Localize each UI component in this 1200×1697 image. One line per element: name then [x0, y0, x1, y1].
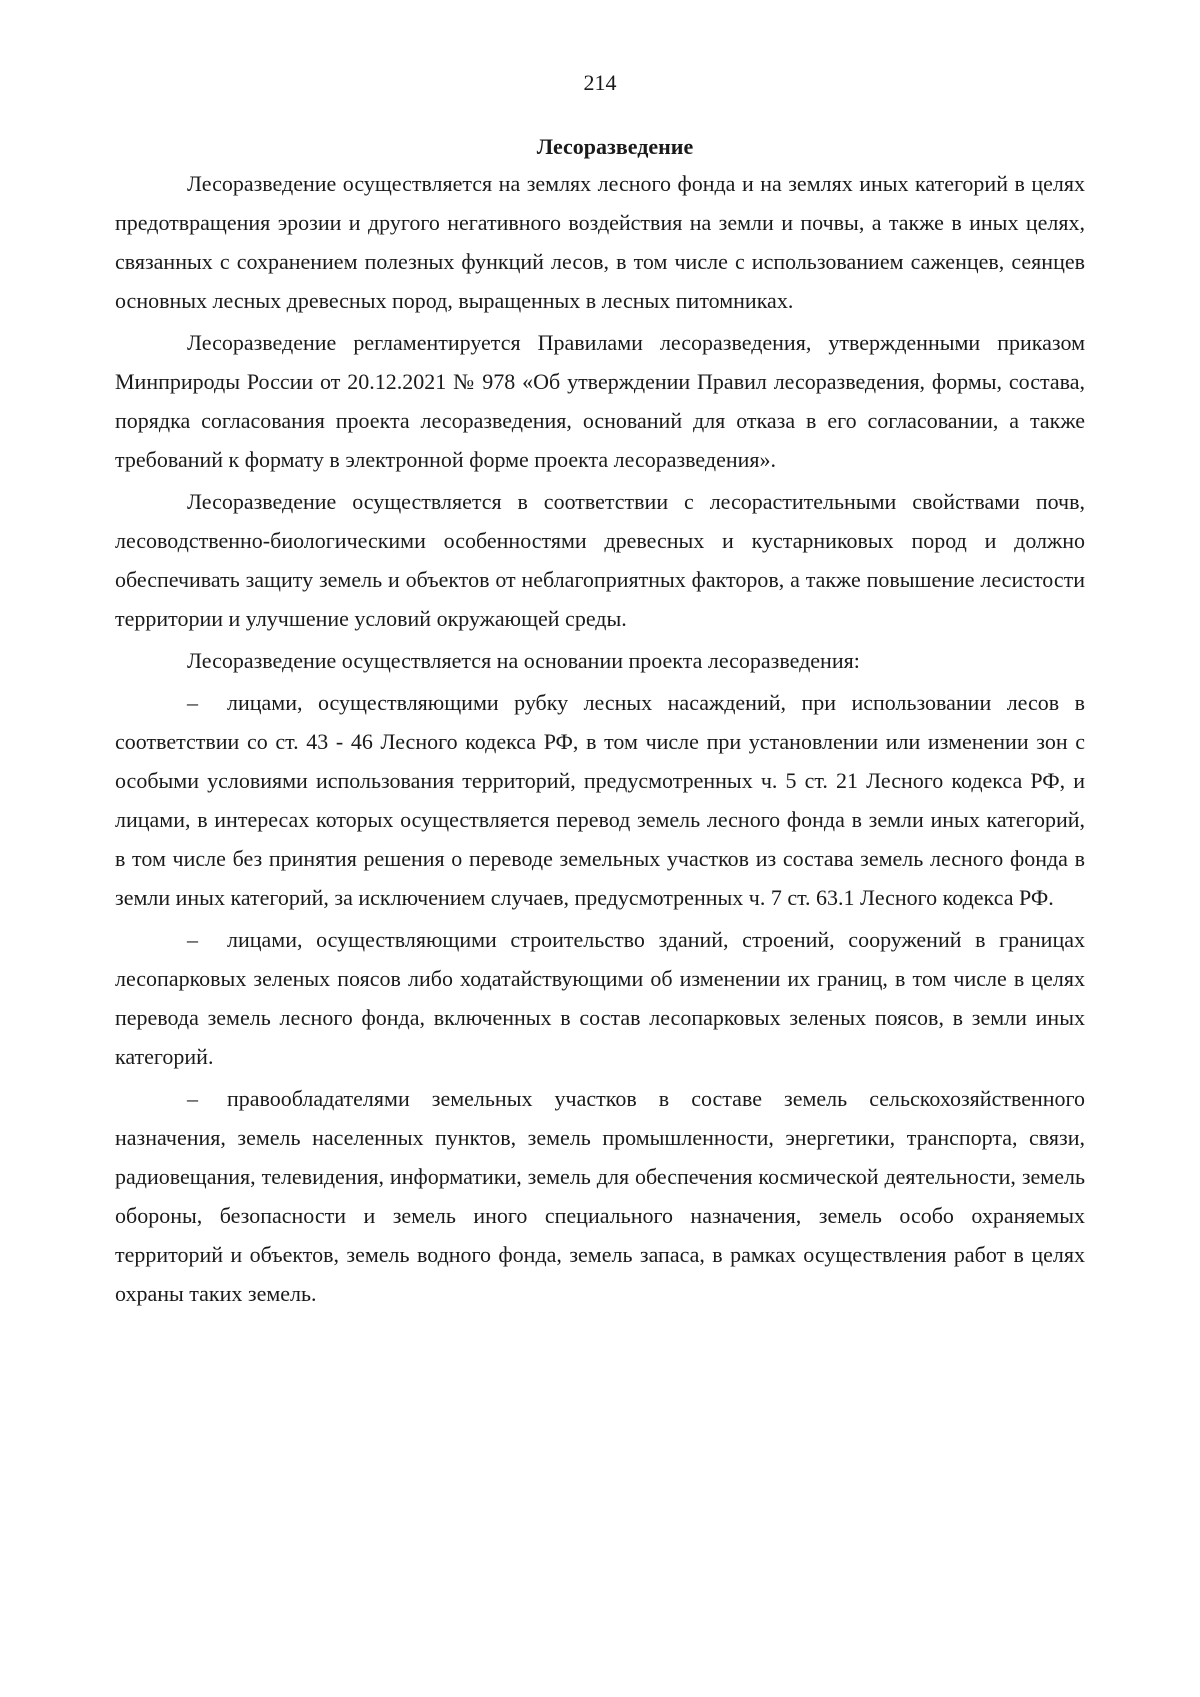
paragraph: Лесоразведение осуществляется на основании проекта лесоразведения: — [187, 648, 860, 673]
page-number: 214 — [583, 70, 617, 95]
paragraph: Лесоразведение регламентируется Правилами лесоразведения, утвержденными приказом Минприроды России от 20.12.2021 № 978 «Об утверждении Правил лесоразведения, формы, состава, порядка согласования проекта лесоразведения, оснований для отказа в его согласовании, а также требований к формату в электронной форме проекта лесоразведения». — [115, 330, 1085, 472]
list-item-text: лицами, осуществляющими строительство зданий, строений, сооружений в границах лесопарковых зеленых поясов либо ходатайствующими об изменении их границ, в том числе в целях перевода земель лесного фонда, включенных в состав лесопарковых зеленых поясов, в земли иных категорий. — [115, 927, 1085, 1069]
list-item — [115, 920, 1085, 1076]
list-item — [115, 683, 1085, 917]
list-item-text: лицами, осуществляющими рубку лесных насаждений, при использовании лесов в соответствии со ст. 43 - 46 Лесного кодекса РФ, в том числе при установлении или изменении зон с особыми условиями использования территорий, предусмотренных ч. 5 ст. 21 Лесного кодекса РФ, и лицами, в интересах которых осуществляется перевод земель лесного фонда в земли иных категорий, в том числе без принятия решения о переводе земельных участков из состава земель лесного фонда в земли иных категорий, за исключением случаев, предусмотренных ч. 7 ст. 63.1 Лесного кодекса РФ. — [115, 690, 1085, 910]
dash-marker: – — [187, 1086, 198, 1111]
list-item — [115, 1079, 1085, 1313]
document-body — [115, 132, 1085, 1313]
list-item-text: правообладателями земельных участков в составе земель сельскохозяйственного назначения, земель населенных пунктов, земель промышленности, энергетики, транспорта, связи, радиовещания, телевидения, информатики, земель для обеспечения космической деятельности, земель обороны, безопасности и земель иного специального назначения, земель особо охраняемых территорий и объектов, земель водного фонда, земель запаса, в рамках осуществления работ в целях охраны таких земель. — [115, 1086, 1085, 1306]
dash-marker: – — [187, 690, 198, 715]
paragraph: Лесоразведение осуществляется на землях лесного фонда и на землях иных категорий в целях предотвращения эрозии и другого негативного воздействия на земли и почвы, а также в иных целях, связанных с сохранением полезных функций лесов, в том числе с использованием саженцев, сеянцев основных лесных древесных пород, выращенных в лесных питомниках. — [115, 171, 1085, 313]
dash-marker: – — [187, 927, 198, 952]
paragraph: Лесоразведение осуществляется в соответствии с лесорастительными свойствами почв, лесоводственно-биологическими особенностями древесных и кустарниковых пород и должно обеспечивать защиту земель и объектов от неблагоприятных факторов, а также повышение лесистости территории и улучшение условий окружающей среды. — [115, 489, 1085, 631]
section-heading: Лесоразведение — [536, 134, 694, 159]
